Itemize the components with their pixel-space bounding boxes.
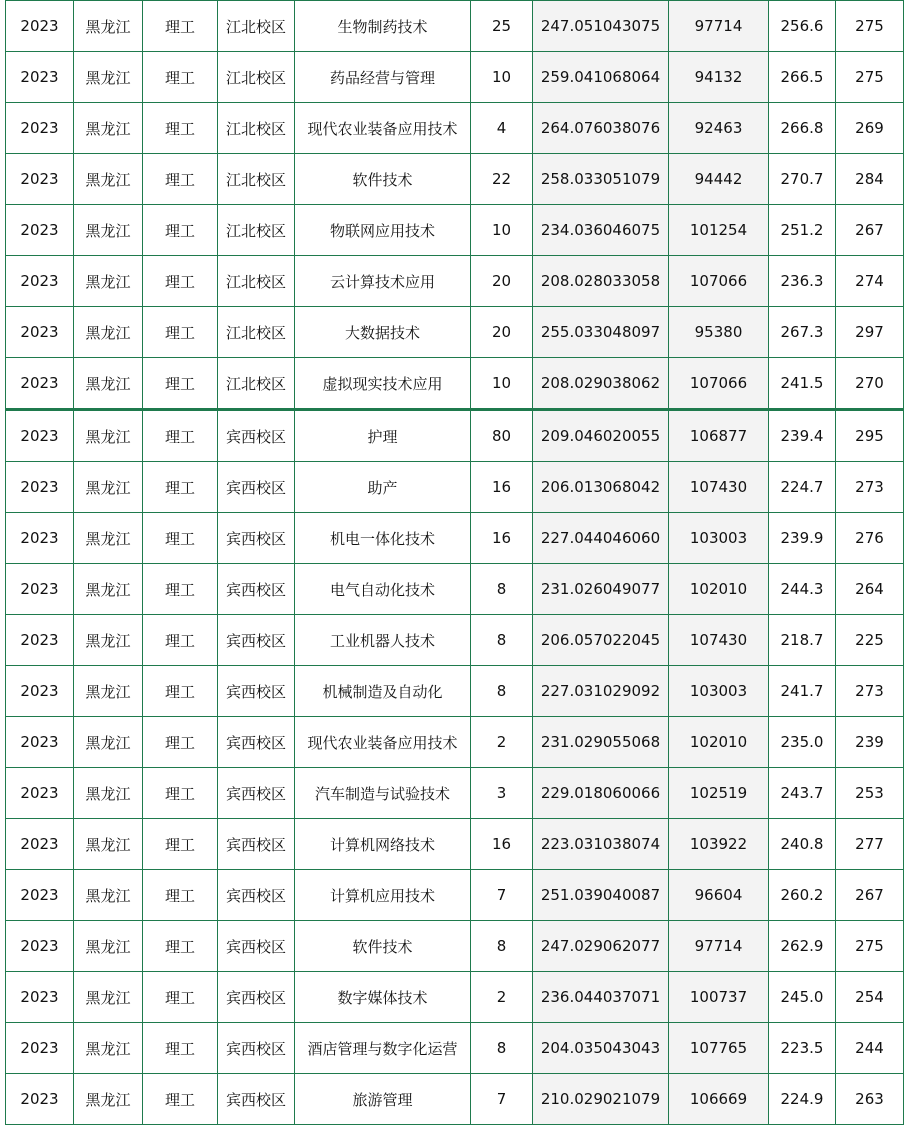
table-row [6,819,904,870]
cell-year: 2023 [6,1023,74,1074]
table-row [6,564,904,615]
table-row [6,615,904,666]
cell-province: 黑龙江 [74,103,143,154]
cell-campus: 宾西校区 [218,717,295,768]
cell-score-code: 223.031038074 [533,819,669,870]
cell-plan-count: 10 [471,205,533,256]
cell-plan-count: 22 [471,154,533,205]
cell-major: 电气自动化技术 [295,564,471,615]
admission-score-table [5,0,904,1125]
cell-score-code: 255.033048097 [533,307,669,358]
cell-major: 机电一体化技术 [295,513,471,564]
cell-campus: 江北校区 [218,205,295,256]
cell-category: 理工 [143,52,218,103]
cell-plan-count: 20 [471,307,533,358]
table-row [6,666,904,717]
cell-max-score: 239 [836,717,904,768]
table-row [6,154,904,205]
cell-province: 黑龙江 [74,1074,143,1125]
cell-rank: 102010 [669,717,769,768]
cell-campus: 宾西校区 [218,564,295,615]
cell-score-code: 206.057022045 [533,615,669,666]
table-row [6,513,904,564]
cell-year: 2023 [6,410,74,462]
cell-score-code: 258.033051079 [533,154,669,205]
cell-min-score: 224.7 [769,462,836,513]
cell-score-code: 208.029038062 [533,358,669,410]
cell-score-code: 231.026049077 [533,564,669,615]
cell-min-score: 218.7 [769,615,836,666]
cell-campus: 宾西校区 [218,462,295,513]
cell-min-score: 260.2 [769,870,836,921]
cell-year: 2023 [6,666,74,717]
cell-category: 理工 [143,921,218,972]
cell-score-code: 208.028033058 [533,256,669,307]
cell-major: 软件技术 [295,921,471,972]
cell-major: 护理 [295,410,471,462]
cell-major: 酒店管理与数字化运营 [295,1023,471,1074]
cell-year: 2023 [6,564,74,615]
cell-score-code: 251.039040087 [533,870,669,921]
cell-rank: 107430 [669,462,769,513]
cell-rank: 103922 [669,819,769,870]
table-row [6,1023,904,1074]
cell-max-score: 284 [836,154,904,205]
cell-min-score: 224.9 [769,1074,836,1125]
table-row [6,410,904,462]
cell-plan-count: 16 [471,819,533,870]
cell-max-score: 295 [836,410,904,462]
cell-year: 2023 [6,103,74,154]
table-row [6,256,904,307]
cell-province: 黑龙江 [74,768,143,819]
table-row [6,52,904,103]
cell-province: 黑龙江 [74,256,143,307]
cell-category: 理工 [143,615,218,666]
cell-score-code: 247.051043075 [533,1,669,52]
cell-min-score: 251.2 [769,205,836,256]
table-row [6,717,904,768]
cell-major: 软件技术 [295,154,471,205]
cell-major: 虚拟现实技术应用 [295,358,471,410]
cell-score-code: 227.031029092 [533,666,669,717]
cell-province: 黑龙江 [74,513,143,564]
cell-min-score: 239.4 [769,410,836,462]
cell-category: 理工 [143,768,218,819]
cell-score-code: 247.029062077 [533,921,669,972]
cell-year: 2023 [6,154,74,205]
cell-campus: 江北校区 [218,1,295,52]
cell-province: 黑龙江 [74,615,143,666]
cell-score-code: 204.035043043 [533,1023,669,1074]
cell-province: 黑龙江 [74,307,143,358]
cell-category: 理工 [143,462,218,513]
cell-year: 2023 [6,52,74,103]
cell-major: 现代农业装备应用技术 [295,103,471,154]
cell-year: 2023 [6,1074,74,1125]
cell-category: 理工 [143,972,218,1023]
cell-min-score: 270.7 [769,154,836,205]
table-row [6,972,904,1023]
cell-campus: 宾西校区 [218,870,295,921]
cell-major: 药品经营与管理 [295,52,471,103]
cell-plan-count: 4 [471,103,533,154]
cell-category: 理工 [143,103,218,154]
cell-campus: 江北校区 [218,103,295,154]
cell-category: 理工 [143,307,218,358]
cell-rank: 102010 [669,564,769,615]
cell-plan-count: 10 [471,358,533,410]
cell-province: 黑龙江 [74,205,143,256]
cell-year: 2023 [6,921,74,972]
cell-campus: 宾西校区 [218,921,295,972]
cell-category: 理工 [143,1,218,52]
cell-rank: 94132 [669,52,769,103]
cell-category: 理工 [143,564,218,615]
cell-campus: 宾西校区 [218,410,295,462]
cell-province: 黑龙江 [74,717,143,768]
table-row [6,1074,904,1125]
cell-rank: 102519 [669,768,769,819]
cell-major: 数字媒体技术 [295,972,471,1023]
cell-min-score: 235.0 [769,717,836,768]
cell-category: 理工 [143,1023,218,1074]
cell-year: 2023 [6,358,74,410]
cell-major: 汽车制造与试验技术 [295,768,471,819]
table-row [6,870,904,921]
cell-campus: 江北校区 [218,358,295,410]
table-row [6,462,904,513]
cell-plan-count: 8 [471,564,533,615]
cell-min-score: 241.7 [769,666,836,717]
table-row [6,358,904,410]
cell-province: 黑龙江 [74,358,143,410]
cell-campus: 江北校区 [218,256,295,307]
cell-min-score: 223.5 [769,1023,836,1074]
cell-max-score: 269 [836,103,904,154]
cell-major: 云计算技术应用 [295,256,471,307]
cell-max-score: 225 [836,615,904,666]
cell-score-code: 236.044037071 [533,972,669,1023]
cell-min-score: 262.9 [769,921,836,972]
cell-max-score: 273 [836,666,904,717]
cell-rank: 106877 [669,410,769,462]
cell-province: 黑龙江 [74,410,143,462]
cell-score-code: 209.046020055 [533,410,669,462]
table-row [6,1,904,52]
cell-min-score: 256.6 [769,1,836,52]
cell-min-score: 266.8 [769,103,836,154]
cell-province: 黑龙江 [74,564,143,615]
cell-major: 助产 [295,462,471,513]
cell-plan-count: 2 [471,972,533,1023]
cell-max-score: 297 [836,307,904,358]
cell-major: 大数据技术 [295,307,471,358]
cell-province: 黑龙江 [74,1023,143,1074]
cell-category: 理工 [143,717,218,768]
cell-score-code: 229.018060066 [533,768,669,819]
table-row [6,205,904,256]
cell-rank: 100737 [669,972,769,1023]
cell-rank: 103003 [669,666,769,717]
cell-plan-count: 8 [471,921,533,972]
table-row [6,768,904,819]
cell-score-code: 227.044046060 [533,513,669,564]
cell-campus: 宾西校区 [218,1074,295,1125]
cell-major: 旅游管理 [295,1074,471,1125]
cell-min-score: 243.7 [769,768,836,819]
cell-max-score: 276 [836,513,904,564]
cell-campus: 宾西校区 [218,972,295,1023]
cell-year: 2023 [6,307,74,358]
cell-campus: 宾西校区 [218,666,295,717]
cell-campus: 宾西校区 [218,513,295,564]
cell-plan-count: 16 [471,462,533,513]
cell-plan-count: 25 [471,1,533,52]
cell-province: 黑龙江 [74,870,143,921]
cell-campus: 江北校区 [218,52,295,103]
cell-rank: 92463 [669,103,769,154]
table-row [6,307,904,358]
cell-category: 理工 [143,410,218,462]
cell-max-score: 267 [836,870,904,921]
cell-plan-count: 20 [471,256,533,307]
cell-province: 黑龙江 [74,921,143,972]
cell-score-code: 234.036046075 [533,205,669,256]
cell-min-score: 267.3 [769,307,836,358]
table-body [6,1,904,1125]
cell-campus: 江北校区 [218,307,295,358]
cell-max-score: 263 [836,1074,904,1125]
cell-rank: 107430 [669,615,769,666]
cell-rank: 94442 [669,154,769,205]
cell-min-score: 266.5 [769,52,836,103]
cell-category: 理工 [143,819,218,870]
cell-min-score: 241.5 [769,358,836,410]
cell-major: 计算机应用技术 [295,870,471,921]
cell-campus: 江北校区 [218,154,295,205]
cell-max-score: 275 [836,921,904,972]
cell-province: 黑龙江 [74,819,143,870]
cell-min-score: 236.3 [769,256,836,307]
cell-province: 黑龙江 [74,462,143,513]
cell-category: 理工 [143,870,218,921]
cell-year: 2023 [6,870,74,921]
cell-province: 黑龙江 [74,1,143,52]
cell-plan-count: 10 [471,52,533,103]
cell-rank: 97714 [669,921,769,972]
cell-score-code: 206.013068042 [533,462,669,513]
cell-rank: 107066 [669,358,769,410]
cell-max-score: 253 [836,768,904,819]
cell-plan-count: 80 [471,410,533,462]
cell-year: 2023 [6,1,74,52]
cell-campus: 宾西校区 [218,1023,295,1074]
cell-campus: 宾西校区 [218,615,295,666]
cell-rank: 101254 [669,205,769,256]
cell-year: 2023 [6,768,74,819]
cell-major: 物联网应用技术 [295,205,471,256]
cell-plan-count: 7 [471,870,533,921]
cell-max-score: 270 [836,358,904,410]
cell-max-score: 277 [836,819,904,870]
cell-plan-count: 16 [471,513,533,564]
cell-rank: 97714 [669,1,769,52]
cell-year: 2023 [6,819,74,870]
cell-max-score: 244 [836,1023,904,1074]
cell-category: 理工 [143,666,218,717]
cell-rank: 103003 [669,513,769,564]
cell-major: 生物制药技术 [295,1,471,52]
table-row [6,921,904,972]
cell-plan-count: 7 [471,1074,533,1125]
cell-year: 2023 [6,972,74,1023]
cell-year: 2023 [6,462,74,513]
cell-year: 2023 [6,205,74,256]
cell-max-score: 275 [836,1,904,52]
cell-rank: 95380 [669,307,769,358]
cell-province: 黑龙江 [74,52,143,103]
cell-max-score: 273 [836,462,904,513]
cell-max-score: 274 [836,256,904,307]
cell-max-score: 267 [836,205,904,256]
cell-category: 理工 [143,513,218,564]
cell-major: 计算机网络技术 [295,819,471,870]
cell-rank: 106669 [669,1074,769,1125]
cell-min-score: 245.0 [769,972,836,1023]
cell-max-score: 275 [836,52,904,103]
cell-category: 理工 [143,358,218,410]
cell-plan-count: 8 [471,666,533,717]
cell-plan-count: 8 [471,615,533,666]
cell-major: 机械制造及自动化 [295,666,471,717]
cell-major: 工业机器人技术 [295,615,471,666]
cell-year: 2023 [6,513,74,564]
cell-plan-count: 8 [471,1023,533,1074]
cell-campus: 宾西校区 [218,768,295,819]
cell-score-code: 231.029055068 [533,717,669,768]
cell-min-score: 244.3 [769,564,836,615]
cell-province: 黑龙江 [74,972,143,1023]
cell-min-score: 240.8 [769,819,836,870]
cell-category: 理工 [143,1074,218,1125]
cell-min-score: 239.9 [769,513,836,564]
table-row [6,103,904,154]
cell-category: 理工 [143,205,218,256]
cell-province: 黑龙江 [74,154,143,205]
cell-rank: 107765 [669,1023,769,1074]
cell-category: 理工 [143,154,218,205]
cell-plan-count: 3 [471,768,533,819]
cell-max-score: 254 [836,972,904,1023]
cell-major: 现代农业装备应用技术 [295,717,471,768]
cell-rank: 96604 [669,870,769,921]
cell-rank: 107066 [669,256,769,307]
cell-max-score: 264 [836,564,904,615]
cell-campus: 宾西校区 [218,819,295,870]
cell-province: 黑龙江 [74,666,143,717]
cell-category: 理工 [143,256,218,307]
cell-score-code: 259.041068064 [533,52,669,103]
cell-score-code: 210.029021079 [533,1074,669,1125]
cell-year: 2023 [6,615,74,666]
cell-plan-count: 2 [471,717,533,768]
cell-year: 2023 [6,717,74,768]
cell-score-code: 264.076038076 [533,103,669,154]
cell-year: 2023 [6,256,74,307]
